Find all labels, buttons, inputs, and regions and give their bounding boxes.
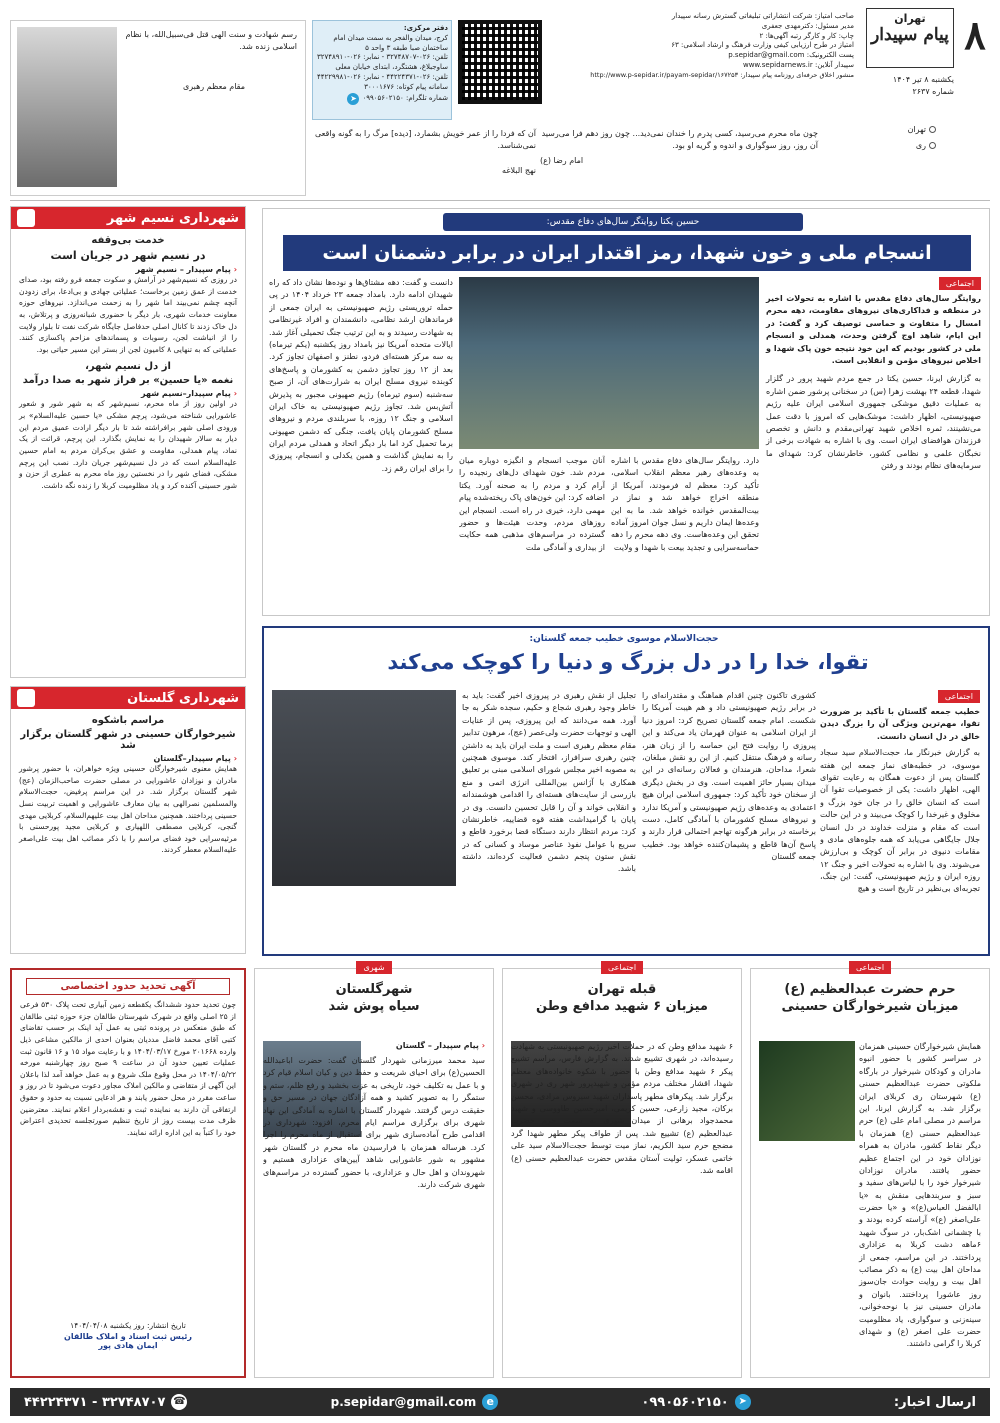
- credit-line: سپیدار آنلاین: www.sepidarnews.ir: [742, 60, 854, 69]
- sidebar-body: همایش معنوی شیرخوارگان حسینی ویژه خواهران، با حضور پرشور مادران و نوزادان عاشورایی در مصلی حضرت صاحب‌الزمان (عج) شهر گلستان برگزار شد. در این مراسم پرفیض، حجت‌الاسلام والمسلمین نصرالهی به بیان معارف عاشورایی و اهمیت تربیت نسل حسینی پرداختند. همچنین مداحان اهل بیت علیهم‌السلام، کربلایی مهدی گنجی، کربلایی مصطفی اللهیاری و کربلایی مجید پورحسنی با مرثیه‌سرایی خود فضای مراسم را با ذکر مصائب اهل بیت علی‌اصغر علیه‌السلام معطر کردند.: [19, 764, 237, 855]
- article-body: ۶ شهید مدافع وطن که در حملات اخیر رژیم صهیونیستی به شهادت رسیده‌اند، در شهری تشییع شدند. به گزارش فارس، مراسم تشییع پیکر ۶ شهید مدافع وطن با حضور با شکوه خانواده‌های معظم شهدا، اقشار مختلف مردم مؤمن و شهیدپرور شهر ری در شهری برگزار شد. پیکرهای مطهر پاسداران شهید سیروس مرادی، محسن برکان، مجید زارعی، حسین کریمی، امیرحسین طاووسی و شهید محمدجواد برهانی از میدان شهری به سمت حرم حضرت عبدالعظیم (ع) تشییع شد. پس از طواف پیکر مطهر شهدا گرد مضجع حرم سید الکریم، نماز میت توسط حجت‌الاسلام سید علی خاتمی عسکر، تولیت آستان مقدس حضرت عبدالعظیم حسنی (ع) اقامه شد.: [511, 1042, 733, 1175]
- weather-icon: [929, 126, 936, 133]
- sidebar-nasim: [10, 206, 246, 678]
- footer-email[interactable]: [331, 1394, 499, 1410]
- sidebar-source: ‹ پیام سپیدار – نسیم شهر: [135, 265, 237, 274]
- article-title: قبله تهران: [587, 982, 657, 997]
- article-photo: [459, 277, 759, 449]
- article-body-col: دانست و گفت: دهه مشتاق‌ها و نوده‌ها نشان داد که راه شهیدان ادامه دارد. بامداد جمعه ۲۳ خرداد ۱۴۰۴ در پی حمله تروریستی رژیم صهیونیستی به ایران جمعی از فرماندهان ارشد نظامی، دانشمندان و افراد غیرنظامی به شهادت رسیدند و به این ترتیب جنگ تحمیلی آغاز شد. ایالات متحده آمریکا نیز بامداد روز یکشنبه (یکم تیرماه) به سه مرکز هسته‌ای فردو، نطنز و اصفهان تجاوز کرد. بعد از ۱۲ روز تجاوز دشمن به کشورمان و پاسخ‌های کوبنده نیروی مسلح ایران به شرارت‌های آن، از صبح سه‌شنبه (سوم تیرماه) رژیم صهیونی مجبور به پذیرش آتش‌بس شد. تجاوز رژیم صهیونیستی به خاک ایران اسلامی و جنگ ۱۲ روزه، با سربلندی مردم و نیروهای مسلح کشورمان پایان یافت، جنگی که دشمن صهیونی برما تحمیل کرد اما بار دیگر اتحاد و همدلی مردم ایران را به نمایش گذاشت و همین یکدلی و انسجام، پیروزی را برای ایران رقم زد.: [269, 278, 453, 473]
- office-line: ساوجبلاغ، هشتگرد، ابتدای خیابان معلی: [335, 63, 448, 72]
- section-tag: اجتماعی: [849, 961, 891, 974]
- office-line: تلفن: ۰۲۶-۳۲۷۴۸۷۰۷ - نمابر: ۰۲۶-۳۲۷۴۸۹۱۰: [317, 53, 448, 62]
- article-body: همایش شیرخوارگان حسینی همزمان در سراسر کشور با حضور انبوه مادران و کودکان شیرخوار در بارگاه ملکوتی حضرت عبدالعظیم حسنی (ع) شهرستان ری کربلای ایران برگزار شد. به گزارش ایرنا، این مراسم در مصلی امام علی (ع) حرم عبدالعظیم حسنی (ع) همزمان با دیگر نقاط کشور، مادران به همراه نوزادان خود در این اجتماع عظیم حضور یافتند. مادران نوزادان شیرخوار خود را با لباس‌های سفید و سبز و سربندهایی منقش به «یا ابالفضل العباس(ع)» و «یا حضرت علی‌اصغر (ع)» آراسته کرده بودند و با چشمانی اشک‌بار، در سوگ شهید ۶ماهه دشت کربلا به عزاداری پرداختند. در این مراسم، جمعی از مداحان اهل بیت (ع) به ذکر مصائب اهل بیت و روایت حوادث جان‌سوز روز عاشورا پرداختند. بانوان و مادران حسینی نیز با نوحه‌خوانی، سینه‌زنی و سوگواری، یاد مظلومیت حضرت علی اصغر (ع) و شهدای کربلا را گرامی داشتند.: [859, 1042, 981, 1349]
- weather-icon: [929, 142, 936, 149]
- nahj-quote-text: آن که فردا را از عمر خویش بشمارد، [دیده] مرگ را به گونه واقعی نمی‌شناسد.: [315, 129, 536, 150]
- article-headline: انسجام ملی و خون شهدا، رمز اقتدار ایران در برابر دشمنان است: [283, 235, 971, 271]
- cleric-photo: [272, 690, 456, 886]
- article-lead: روایتگر سال‌های دفاع مقدس با اشاره به تحولات اخیر در منطقه و فداکاری‌های نیروهای مقاومت، دهه محرم امسال را متفاوت و حماسی توصیف کرد و گفت: در این ایام، شاهد اوج گرفتن وحدت، همدلی و انسجام ملی در کشور بودیم که این خود نتیجه خون پاک شهدا و اخلاص نیروهای مؤمن و انقلابی است.: [766, 294, 981, 365]
- imam-quote-box: [540, 128, 818, 167]
- footer-email-address: p.sepidar@gmail.com: [330, 1395, 477, 1409]
- article-subtitle: سیاه پوش شد: [328, 999, 420, 1014]
- sidebar-body: در اولین روز از ماه محرم، نسیم‌شهر که به شهر شور و شعور عاشورایی شناخته می‌شود، پرچم مشکی «یا حسین علیه‌السلام» بر ورودی اصلی شهر برافراشته شد تا بار دیگر ارادت عمیق مردم این دیار به سالار شهیدان را به نمایش بگذارد. این پرچم، قرائت از یک نماد، پیام همدلی، مقاومت و عشق بی‌کران مردم به امام حسین علیه‌السلام است که در دل نسیم‌شهر جریان دارد. نصب این پرچم مشکی، فضای شهر را در نخستین روز ماه محرم به عطری از حزن و شور حسینی آکنده کرد و یاد مظلومیت کربلا را زنده نگه داشت.: [19, 399, 237, 490]
- credit-line: صاحب امتیاز: شرکت انتشاراتی تبلیغاتی گسترش رسانه سپیدار: [671, 12, 854, 20]
- sidebar-header-title: شهرداری نسیم شهر: [106, 210, 239, 226]
- email-icon: e: [482, 1394, 498, 1410]
- office-line: شماره تلگرام: ۰۹۹۰۵۶۰۲۱۵۰: [362, 93, 448, 102]
- article-body: سید محمد میرزمانی شهردار گلستان گفت: حضرت اباعبدالله الحسین(ع) برای احیای شریعت و حفظ دین و کیان اسلام قیام کرد و با عمل به تکلیف خود، تاریخی به عزت بخشید و رفع ظلم، ستم و ستمگر را به تصویر کشید و همه آزادگان جهان در مسیر حق و حقیقت درس گرفتند. شهردار گلستان با اشاره به آمادگی این نهاد شهری برای برگزاری مراسم ایام محرم، افزود: شهرداری در اقدامی طرح آماده‌سازی شهر برای استقبال از ماه محرم را اجرا کرد. هرساله همزمان با فرارسیدن ماه محرم در گلستان شهر مشهور به شور عاشورایی شاهد آیین‌های عزاداری هستیم و شهروندان و اهل حال و عزاداری، با حضور گسترده در مراسم‌های شهری شرکت دارند.: [263, 1056, 485, 1189]
- masthead-divider: [10, 200, 990, 201]
- article-lead-col: [766, 277, 981, 472]
- article-kicker: حسین یکتا روایتگر سال‌های دفاع مقدس:: [443, 213, 803, 231]
- logo-top-text: تهران: [894, 12, 926, 25]
- footer-bar: [10, 1388, 990, 1416]
- source-text: پیام سپیدار – نسیم شهر: [135, 265, 231, 274]
- source-text: پیام سپیدار–گلستان: [153, 754, 231, 763]
- legal-ad: [10, 968, 246, 1378]
- leader-quote-text: رسم شهادت و سنت الهی قتل فی‌سبیل‌الله، با نظام اسلامی زنده شد.: [125, 30, 297, 51]
- sidebar-kicker: خدمت بی‌وقفه: [91, 235, 165, 246]
- logo-main-text: پیام سپیدار: [871, 25, 949, 45]
- leader-quote-box: [10, 20, 306, 196]
- sidebar-body: در روزی که نسیم‌شهر در آرامش و سکوت جمعه فرو رفته بود، صدای خدمت از عمق زمین برخاست؛ عملیاتی جهادی و بی‌ادعا، برای زدودن آنچه چشم نمی‌بیند اما شهر را به زحمت می‌اندازد. نیروهای حوزه معاونت خدمات شهری، بار دیگر با حضوری شبانه‌روزی و پرتلاش، به دل خاک زدند تا کانال اصلی حدفاصل جایگاه شرکت نفت تا بلوار ولایت را از انباشت لجن، رسوبات و پسماندهای مزاحم پاکسازی کنند. عملیاتی که به تنهایی ۸ کامیون لجن از بستر این مسیر حیاتی بود.: [19, 275, 237, 354]
- masthead-logo: [866, 8, 954, 68]
- article-2: [262, 626, 990, 956]
- masthead-date-block: [866, 74, 954, 97]
- article-lead-col: [820, 690, 980, 931]
- article-1: [262, 208, 990, 616]
- sidebar-kicker: از دل نسیم شهر،: [85, 361, 171, 373]
- source-text: پیام سپیدار–نسیم شهر: [141, 389, 231, 399]
- sidebar-source: ‹ پیام سپیدار–گلستان: [153, 754, 237, 763]
- footer-phone-numbers: ۳۲۷۴۸۷۰۷ - ۴۴۲۲۴۳۷۱: [24, 1394, 166, 1410]
- masthead-page-number: [958, 8, 992, 64]
- office-line: کرج، میدان والفجر به سمت میدان امام ساختمان صبا طبقه ۳ واحد ۵: [333, 33, 448, 52]
- article-body-col: به گزارش ایرنا، حسین یکتا در جمع مردم شهید پرور در گلزار شهدا، قطعه ۲۴ بهشت زهرا (س) در سخنانی پرشور ضمن اشاره به عملیات دقیق موشکی جمهوری اسلامی ایران علیه رژیم صهیونیستی، اظهار داشت: موشک‌هایی که امروز با دقت عمل می‌نشینند، ثمره اخلاص شهید تهرانی‌مقدم و دانش و تخصص فرزندان هوافضای ایران است. وی با اشاره به شهادت برخی از نخبگان علمی و نظامی کشور، خاطرنشان کرد: شهدای ما سرمایه‌های نظام بودند و رفتن: [766, 374, 982, 471]
- article-body-col: کشوری تاکنون چنین اقدام هماهنگ و مقتدرانه‌ای را در برابر رژیم صهیونیستی داد و هم هیبت آمریکا را شکست. امام جمعه گلستان تصریح کرد: امروز دنیا از ایران اسلامی به عنوان قهرمان یاد می‌کند و این پیروزی را روایت فتح این حماسه را از زبان هنر، رسانه و فرهنگ منتقل کنیم. از این رو نقش مبلغان، شعرا، مداحان، هنرمندان و فعالان رسانه‌ای در این میدان بسیار حائز اهمیت است. وی در بخش دیگری از سخنان خود تأکید کرد: جمهوری اسلامی ایران هیچ اعتمادی به وعده‌های رژیم صهیونیستی و آمریکا ندارد و نیروهای مسلح کشورمان با آمادگی کامل، دست برخاسته در برابر هرگونه تهاجم احتمالی قرار دارند و پاسخ آن‌ها قاطع و پشیمان‌کننده خواهد بود. خطیب جمعه گلستان: [642, 691, 816, 862]
- weather-city: تهران: [907, 125, 926, 134]
- weather-row-rey: [866, 140, 936, 152]
- qr-code[interactable]: [458, 20, 542, 104]
- section-tag: اجتماعی: [601, 961, 643, 974]
- office-line: سامانه پیام کوتاه: ۳۰۰۰۱۶۷۶: [364, 82, 448, 91]
- article-title: حرم حضرت عبدالعظیم (ع): [784, 982, 956, 997]
- sidebar-nasim-header: [11, 207, 245, 229]
- footer-label: ارسال اخبار:: [893, 1394, 976, 1410]
- leader-quote-source: مقام معظم رهبری: [182, 82, 245, 91]
- sidebar-kicker: مراسم باشکوه: [91, 715, 165, 726]
- sidebar-title: در نسیم شهر در جریان است: [50, 249, 206, 262]
- issue-date: یکشنبه ۸ تیر ۱۴۰۴: [892, 75, 954, 84]
- municipality-logo-icon: [17, 689, 35, 707]
- ad-body: چون تحدید حدود ششدانگ یکقطعه زمین آبیاری تحت پلاک ۵۳۰ فرعی از ۲۵ اصلی واقع در شهرک شهرستان طالقان جزء حوزه ثبتی طالقان که طبق منعکس در پرونده ثبتی به عمل آید اینک بر حسب تقاضای کتبی آقای محمد فاضل مددیان بعنوان احدی از مالکین مشاعی ذیل وارده ۲۰۱۶۶۸ مورخ ۱۴۰۴/۰۳/۱۷ و با رعایت مواد ۱۵ و ۱۶ قانون ثبت عملیات تعیین حدود آن در ساعت ۹ صبح روز چهارشنبه مورخه ۱۴۰۴/۰۵/۲۲ در محل وقوع ملک شروع و به عمل خواهد آمد لذا باعلان این آگهی از متقاضی و مالکین املاک مجاور دعوت می‌شود تا در روز و ساعت مقرر در محل حضور یابند و هر ادعایی نسبت به حدود و حقوق ارتفاقی آن دارند به نماینده ثبت و نقشه‌بردار اعلام نمایند. معترضین ظرف مدت بیست روز از تاریخ تنظیم صورتجلسه تحدیدی اعتراض خود را کتباً به این اداره ارائه نمایند.: [20, 1000, 237, 1137]
- nahj-quote-box: [312, 128, 536, 177]
- ad-title: آگهی تحدید حدود اختصاصی: [26, 978, 230, 995]
- phone-icon: ☎: [171, 1394, 187, 1410]
- credit-line: مدیر مسئول: دکترمهدی جعفری: [761, 21, 854, 30]
- sidebar-golestan: [10, 686, 246, 954]
- section-tag: شهری: [356, 961, 391, 974]
- credit-line: منشور اخلاق حرفه‌ای روزنامه پیام سپیدار: http://www.p-sepidar.ir/payam-sepidar/۱۶۷۲۵۳: [590, 70, 854, 79]
- office-telegram-row: [316, 93, 448, 105]
- municipality-logo-icon: [17, 209, 35, 227]
- ad-date: تاریخ انتشار: روز یکشنبه ۱۴۰۴/۰۴/۰۸: [70, 1321, 186, 1330]
- article-title: شهرگلستان: [335, 982, 413, 997]
- footer-phone[interactable]: [24, 1394, 187, 1410]
- article-body-col: به گزارش خبرنگار ما، حجت‌الاسلام سید سجاد موسوی، در خطبه‌های نماز جمعه این هفته گلستان پس از دعوت همگان به رعایت تقوای الهی، اظهار داشت: یکی از خصوصیات تقوا آن است که انسان خالق را در جان خود بزرگ و مخلوق و غیرخدا را کوچک می‌بیند و در این حالت است که مقام و منزلت خداوند در دل انسان جلال جایگاهی می‌یابد که همه جلوه‌های مادی و مقامات دنیوی در برابر آن کوچک و بی‌ارزش می‌شوند. وی با اشاره به تحولات اخیر و جنگ ۱۲ روزه ایران و رژیم صهیونیستی، گفت: این جنگ، تجربه‌ای بی‌نظیر در تاریخ است و هیچ: [820, 748, 980, 894]
- footer-telegram[interactable]: [641, 1394, 750, 1410]
- weather-box: [866, 124, 936, 168]
- issue-number: شماره ۲۶۳۷: [912, 86, 954, 96]
- credit-line: چاپ: کار و کارگر رتبه آگهی‌ها: ۲: [759, 31, 854, 40]
- article-subtitle: میزبان شیرخوارگان حسینی: [781, 999, 959, 1014]
- imam-quote-source: امام رضا (ع): [540, 156, 584, 166]
- article-headline: تقوا، خدا را در دل بزرگ و دنیا را کوچک می‌کند: [387, 650, 869, 674]
- credit-line: امتیاز در طرح ارزیابی کیفی وزارت فرهنگ و ارشاد اسلامی: ۶۳: [671, 41, 854, 50]
- page-number: ۸: [964, 12, 986, 59]
- article-lead: خطیب جمعه گلستان با تأکید بر ضرورت تقوا، مهم‌ترین ویژگی آن را بزرگ دیدن خالق در دل انسان دانست.: [820, 707, 980, 741]
- bottom-article-1: [750, 963, 990, 1378]
- sidebar-source: ‹ پیام سپیدار–نسیم شهر: [141, 389, 237, 399]
- credit-line: پست الکترونیک: p.sepidar@gmail.com: [728, 51, 854, 60]
- article-kicker: حجت‌الاسلام موسوی خطیب جمعه گلستان:: [529, 634, 719, 644]
- footer-telegram-number: ۰۹۹۰۵۶۰۲۱۵۰: [641, 1394, 729, 1410]
- sidebar-title: نغمه «یا حسین» بر فراز شهر به صدا درآمد: [22, 375, 234, 387]
- sidebar-title: شیرخوارگان حسینی در شهر گلستان برگزار شد: [20, 729, 236, 751]
- credits-block: [574, 12, 854, 80]
- sidebar-header-title: شهرداری گلستان: [127, 690, 239, 706]
- section-tag: اجتماعی: [938, 690, 980, 703]
- weather-row-tehran: [866, 124, 936, 136]
- ad-signature: رئیس ثبت اسناد و املاک طالقان ایمان هادی پور: [64, 1332, 192, 1350]
- article-subtitle: میزبان ۶ شهید مدافع وطن: [536, 999, 708, 1014]
- source-line: ‹ پیام سپیدار – گلستان: [395, 1041, 485, 1050]
- sidebar-golestan-header: [11, 687, 245, 709]
- office-line: تلفن: ۰۲۶-۴۴۲۲۴۳۷۱ - نمابر: ۰۲۶-۴۴۲۲۹۹۸۱: [317, 72, 448, 81]
- office-title: دفتر مرکزی:: [403, 24, 448, 32]
- section-tag: اجتماعی: [939, 277, 981, 290]
- leader-photo: [17, 27, 117, 187]
- imam-quote-text: چون ماه محرم می‌رسید، کسی پدرم را خندان نمی‌دید... چون روز دهم فرا می‌رسید آن روز، روز سوگواری و اندوه و گریه او بود.: [541, 129, 818, 150]
- article-body-col: آنان موجب انسجام و انگیزه دوباره میان مردم شد. خون شهدای دل‌های رنجیده را آرام کرد و مردم را به صحنه آورد. یکتا اضافه کرد: این خون‌های پاک ریخته‌شده پیام مهمی دارد، خیری در راه است. انسجام این روزهای مردم، وحدت هیئت‌ها و حضور گسترده در مراسم‌های مذهبی همه حکایت از بیداری و آمادگی ملت: [459, 456, 605, 552]
- weather-city: ری: [915, 140, 926, 150]
- telegram-icon: ➤: [735, 1394, 751, 1410]
- nahj-quote-source: نهج البلاغه: [502, 166, 536, 176]
- bottom-article-2: [502, 963, 742, 1378]
- article-body-col: دارد. روایتگر سال‌های دفاع مقدس با اشاره به وعده‌های رهبر معظم انقلاب اسلامی، تأکید کرد: معظم له فرمودند، آمریکا از منطقه اخراج خواهد شد و نماز در بیت‌المقدس خوانده خواهد شد. ما به این وعده‌ها ایمان داریم و نسل جوان امروز آماده تحقق این وعده‌هاست. وی دهه محرم را دهه حماسه‌سرایی و تجدید بیعت با شهدا و ولایت: [611, 456, 759, 552]
- source-text: پیام سپیدار – گلستان: [395, 1041, 479, 1050]
- office-box: [312, 20, 452, 120]
- bottom-article-3: [254, 963, 494, 1378]
- telegram-icon[interactable]: ➤: [347, 93, 359, 105]
- article-body-col: تجلیل از نقش رهبری در پیروزی اخیر گفت: باید به خاطر وجود رهبری شجاع و حکیم، سجده شکر به جا آورد. همه می‌دانند که این پیروزی، پس از عنایات الهی و توجهات حضرت ولی‌عصر (عج)، مرهون تدابیر مقام معظم رهبری است و ملت ایران باید به داشتن چنین رهبری سرافراز، افتخار کند. موسوی همچنین به مصوبه اخیر مجلس شورای اسلامی مبنی بر تعلیق همکاری با آژانس بین‌المللی انرژی اتمی و منع بازرسی از سایت‌های هسته‌ای را اقدامی هوشمندانه و انقلابی خواند و آن را قابل تحسین دانست. وی در پایان با گرامیداشت هفته قوه قضاییه، خاطرنشان کرد: مردم انتظار دارند دستگاه قضا برخورد قاطع و سریع با عوامل نفوذ عناصر موساد و کسانی که در نقش ستون پنجم دشمن فعالیت کرده‌اند، داشته باشد.: [462, 691, 636, 874]
